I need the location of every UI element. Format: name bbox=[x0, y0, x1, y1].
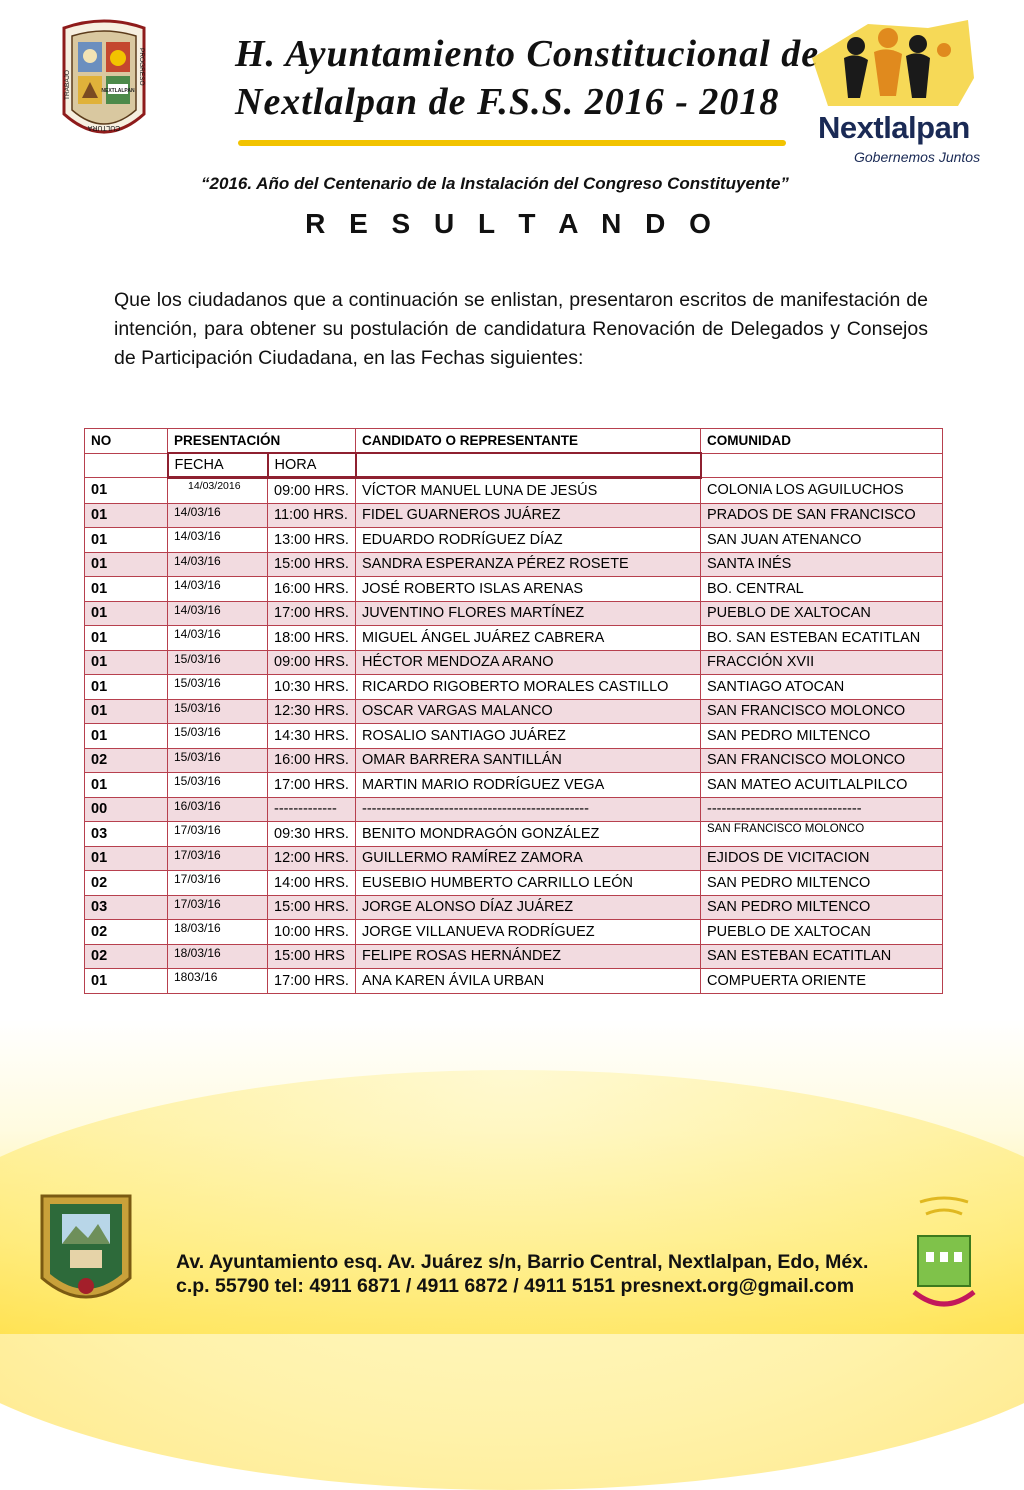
table-row bbox=[85, 601, 943, 626]
hora-cell: 12:30 HRS. bbox=[268, 699, 356, 724]
table-subheader-row bbox=[85, 453, 943, 478]
fecha-cell: 15/03/16 bbox=[168, 650, 268, 675]
candidato-cell: MIGUEL ÁNGEL JUÁREZ CABRERA bbox=[356, 626, 701, 651]
no-cell: 01 bbox=[85, 552, 168, 577]
hora-cell: 12:00 HRS. bbox=[268, 846, 356, 871]
no-cell: 01 bbox=[85, 675, 168, 700]
hora-cell: ------------- bbox=[268, 797, 356, 822]
fecha-cell: 15/03/16 bbox=[168, 773, 268, 798]
table-row bbox=[85, 944, 943, 969]
table-row bbox=[85, 528, 943, 553]
subheader-fecha: FECHA bbox=[168, 453, 268, 478]
table-row bbox=[85, 699, 943, 724]
table-row bbox=[85, 724, 943, 749]
comunidad-cell: -------------------------------- bbox=[701, 797, 943, 822]
candidato-cell: HÉCTOR MENDOZA ARANO bbox=[356, 650, 701, 675]
fecha-cell: 15/03/16 bbox=[168, 675, 268, 700]
no-cell: 01 bbox=[85, 650, 168, 675]
fecha-cell: 14/03/16 bbox=[168, 577, 268, 602]
candidates-table bbox=[84, 428, 943, 994]
comunidad-cell: SAN PEDRO MILTENCO bbox=[701, 871, 943, 896]
table-row bbox=[85, 920, 943, 945]
municipal-shield-logo bbox=[56, 18, 152, 146]
municipality-title-line-1: H. Ayuntamiento Constitucional de bbox=[235, 33, 820, 75]
candidato-cell: GUILLERMO RAMÍREZ ZAMORA bbox=[356, 846, 701, 871]
no-cell: 02 bbox=[85, 748, 168, 773]
subheader-hora: HORA bbox=[268, 453, 356, 478]
comunidad-cell: SAN FRANCISCO MOLONCO bbox=[701, 699, 943, 724]
hora-cell: 17:00 HRS. bbox=[268, 969, 356, 994]
no-cell: 01 bbox=[85, 626, 168, 651]
table-row bbox=[85, 748, 943, 773]
no-cell: 01 bbox=[85, 724, 168, 749]
fecha-cell: 14/03/16 bbox=[168, 601, 268, 626]
fecha-cell: 14/03/2016 bbox=[168, 478, 268, 504]
fecha-cell: 14/03/16 bbox=[168, 528, 268, 553]
table-row bbox=[85, 675, 943, 700]
hora-cell: 15:00 HRS bbox=[268, 944, 356, 969]
hora-cell: 14:30 HRS. bbox=[268, 724, 356, 749]
comunidad-cell: SAN PEDRO MILTENCO bbox=[701, 895, 943, 920]
comunidad-cell: EJIDOS DE VICITACION bbox=[701, 846, 943, 871]
fecha-cell: 14/03/16 bbox=[168, 626, 268, 651]
table-row bbox=[85, 552, 943, 577]
hora-cell: 14:00 HRS. bbox=[268, 871, 356, 896]
hora-cell: 09:00 HRS. bbox=[268, 478, 356, 504]
candidato-cell: ROSALIO SANTIAGO JUÁREZ bbox=[356, 724, 701, 749]
header-comunidad: COMUNIDAD bbox=[701, 429, 943, 454]
no-cell: 01 bbox=[85, 577, 168, 602]
hora-cell: 10:30 HRS. bbox=[268, 675, 356, 700]
header-candidato: CANDIDATO O REPRESENTANTE bbox=[356, 429, 701, 454]
candidato-cell: ANA KAREN ÁVILA URBAN bbox=[356, 969, 701, 994]
candidato-cell: BENITO MONDRAGÓN GONZÁLEZ bbox=[356, 822, 701, 847]
hora-cell: 17:00 HRS. bbox=[268, 601, 356, 626]
fecha-cell: 18/03/16 bbox=[168, 920, 268, 945]
state-coat-of-arms-logo bbox=[36, 1190, 136, 1318]
hora-cell: 13:00 HRS. bbox=[268, 528, 356, 553]
no-cell: 02 bbox=[85, 920, 168, 945]
table-row bbox=[85, 822, 943, 847]
comunidad-cell: BO. SAN ESTEBAN ECATITLAN bbox=[701, 626, 943, 651]
no-cell: 02 bbox=[85, 871, 168, 896]
hora-cell: 17:00 HRS. bbox=[268, 773, 356, 798]
candidato-cell: VÍCTOR MANUEL LUNA DE JESÚS bbox=[356, 478, 701, 504]
no-cell: 01 bbox=[85, 773, 168, 798]
fecha-cell: 15/03/16 bbox=[168, 724, 268, 749]
municipal-tower-logo bbox=[904, 1196, 984, 1320]
table-row bbox=[85, 503, 943, 528]
no-cell: 00 bbox=[85, 797, 168, 822]
nextlalpan-brand-logo bbox=[808, 18, 981, 165]
no-cell: 01 bbox=[85, 503, 168, 528]
comunidad-cell: PRADOS DE SAN FRANCISCO bbox=[701, 503, 943, 528]
no-cell: 02 bbox=[85, 944, 168, 969]
brand-name: Nextlalpan bbox=[818, 110, 970, 145]
comunidad-cell: SAN MATEO ACUITLALPILCO bbox=[701, 773, 943, 798]
no-cell: 03 bbox=[85, 895, 168, 920]
no-cell: 01 bbox=[85, 601, 168, 626]
subheader-empty bbox=[85, 453, 168, 478]
fecha-cell: 17/03/16 bbox=[168, 895, 268, 920]
candidato-cell: OMAR BARRERA SANTILLÁN bbox=[356, 748, 701, 773]
shield-word-progreso: PROGRESO bbox=[138, 48, 145, 86]
candidato-cell: EDUARDO RODRÍGUEZ DÍAZ bbox=[356, 528, 701, 553]
hora-cell: 15:00 HRS. bbox=[268, 895, 356, 920]
comunidad-cell: COMPUERTA ORIENTE bbox=[701, 969, 943, 994]
footer-contact: c.p. 55790 tel: 4911 6871 / 4911 6872 / 4911 5151 presnext.org@gmail.com bbox=[176, 1275, 855, 1297]
fecha-cell: 14/03/16 bbox=[168, 552, 268, 577]
no-cell: 01 bbox=[85, 478, 168, 504]
fecha-cell: 14/03/16 bbox=[168, 503, 268, 528]
table-row bbox=[85, 895, 943, 920]
candidato-cell: RICARDO RIGOBERTO MORALES CASTILLO bbox=[356, 675, 701, 700]
candidato-cell: MARTIN MARIO RODRÍGUEZ VEGA bbox=[356, 773, 701, 798]
shield-word-trabajo: TRABAJO bbox=[64, 70, 71, 100]
year-slogan: “2016. Año del Centenario de la Instalación del Congreso Constituyente” bbox=[201, 174, 789, 193]
fecha-cell: 17/03/16 bbox=[168, 871, 268, 896]
footer-address: Av. Ayuntamiento esq. Av. Juárez s/n, Barrio Central, Nextlalpan, Edo, Méx. bbox=[176, 1251, 869, 1273]
comunidad-cell: FRACCIÓN XVII bbox=[701, 650, 943, 675]
candidato-cell: OSCAR VARGAS MALANCO bbox=[356, 699, 701, 724]
hora-cell: 15:00 HRS. bbox=[268, 552, 356, 577]
table-header-row bbox=[85, 429, 943, 454]
table-row bbox=[85, 969, 943, 994]
table-row bbox=[85, 577, 943, 602]
table-row bbox=[85, 773, 943, 798]
table-row bbox=[85, 650, 943, 675]
comunidad-cell: PUEBLO DE XALTOCAN bbox=[701, 920, 943, 945]
comunidad-cell: SAN ESTEBAN ECATITLAN bbox=[701, 944, 943, 969]
subheader-candidato-blank bbox=[356, 453, 701, 478]
fecha-cell: 18/03/16 bbox=[168, 944, 268, 969]
fecha-cell: 16/03/16 bbox=[168, 797, 268, 822]
candidato-cell: FIDEL GUARNEROS JUÁREZ bbox=[356, 503, 701, 528]
header-no: NO bbox=[85, 429, 168, 454]
comunidad-cell: SAN FRANCISCO MOLONCO bbox=[701, 822, 943, 847]
fecha-cell: 15/03/16 bbox=[168, 699, 268, 724]
comunidad-cell: BO. CENTRAL bbox=[701, 577, 943, 602]
table-row bbox=[85, 846, 943, 871]
no-cell: 01 bbox=[85, 846, 168, 871]
brand-tagline: Gobernemos Juntos bbox=[854, 149, 981, 165]
comunidad-cell: SAN FRANCISCO MOLONCO bbox=[701, 748, 943, 773]
header-gold-rule bbox=[238, 140, 786, 146]
table-row bbox=[85, 626, 943, 651]
letterhead bbox=[0, 0, 1024, 200]
candidato-cell: EUSEBIO HUMBERTO CARRILLO LEÓN bbox=[356, 871, 701, 896]
hora-cell: 16:00 HRS. bbox=[268, 748, 356, 773]
hora-cell: 16:00 HRS. bbox=[268, 577, 356, 602]
shield-word-nextlalpan: NEXTLALPAN bbox=[101, 88, 135, 94]
comunidad-cell: PUEBLO DE XALTOCAN bbox=[701, 601, 943, 626]
hora-cell: 11:00 HRS. bbox=[268, 503, 356, 528]
table-row bbox=[85, 478, 943, 504]
comunidad-cell: SANTA INÉS bbox=[701, 552, 943, 577]
fecha-cell: 15/03/16 bbox=[168, 748, 268, 773]
comunidad-cell: SANTIAGO ATOCAN bbox=[701, 675, 943, 700]
no-cell: 01 bbox=[85, 699, 168, 724]
comunidad-cell: SAN JUAN ATENANCO bbox=[701, 528, 943, 553]
no-cell: 01 bbox=[85, 969, 168, 994]
candidato-cell: JORGE ALONSO DÍAZ JUÁREZ bbox=[356, 895, 701, 920]
fecha-cell: 1803/16 bbox=[168, 969, 268, 994]
candidato-cell: JUVENTINO FLORES MARTÍNEZ bbox=[356, 601, 701, 626]
candidato-cell: ----------------------------------------------- bbox=[356, 797, 701, 822]
no-cell: 01 bbox=[85, 528, 168, 553]
people-figures-icon bbox=[808, 18, 978, 114]
header-presentacion: PRESENTACIÓN bbox=[168, 429, 356, 454]
fecha-cell: 17/03/16 bbox=[168, 822, 268, 847]
shield-word-cultura: CULTURA bbox=[87, 124, 121, 131]
hora-cell: 09:30 HRS. bbox=[268, 822, 356, 847]
intro-paragraph: Que los ciudadanos que a continuación se enlistan, presentaron escritos de manifestación de intención, para obtener su postulación de candidatura Renovación de Delegados y Consejos de Participación Ciudadana, en las Fechas siguientes: bbox=[114, 289, 928, 369]
hora-cell: 18:00 HRS. bbox=[268, 626, 356, 651]
document-heading: R E S U L T A N D O bbox=[305, 208, 719, 239]
hora-cell: 09:00 HRS. bbox=[268, 650, 356, 675]
table-row bbox=[85, 871, 943, 896]
candidato-cell: FELIPE ROSAS HERNÁNDEZ bbox=[356, 944, 701, 969]
candidato-cell: JOSÉ ROBERTO ISLAS ARENAS bbox=[356, 577, 701, 602]
hora-cell: 10:00 HRS. bbox=[268, 920, 356, 945]
table-row bbox=[85, 797, 943, 822]
no-cell: 03 bbox=[85, 822, 168, 847]
comunidad-cell: COLONIA LOS AGUILUCHOS bbox=[701, 478, 943, 504]
candidato-cell: JORGE VILLANUEVA RODRÍGUEZ bbox=[356, 920, 701, 945]
fecha-cell: 17/03/16 bbox=[168, 846, 268, 871]
comunidad-cell: SAN PEDRO MILTENCO bbox=[701, 724, 943, 749]
municipality-title-line-2: Nextlalpan de F.S.S. 2016 - 2018 bbox=[235, 81, 780, 123]
candidato-cell: SANDRA ESPERANZA PÉREZ ROSETE bbox=[356, 552, 701, 577]
subheader-comunidad-blank bbox=[701, 453, 943, 478]
